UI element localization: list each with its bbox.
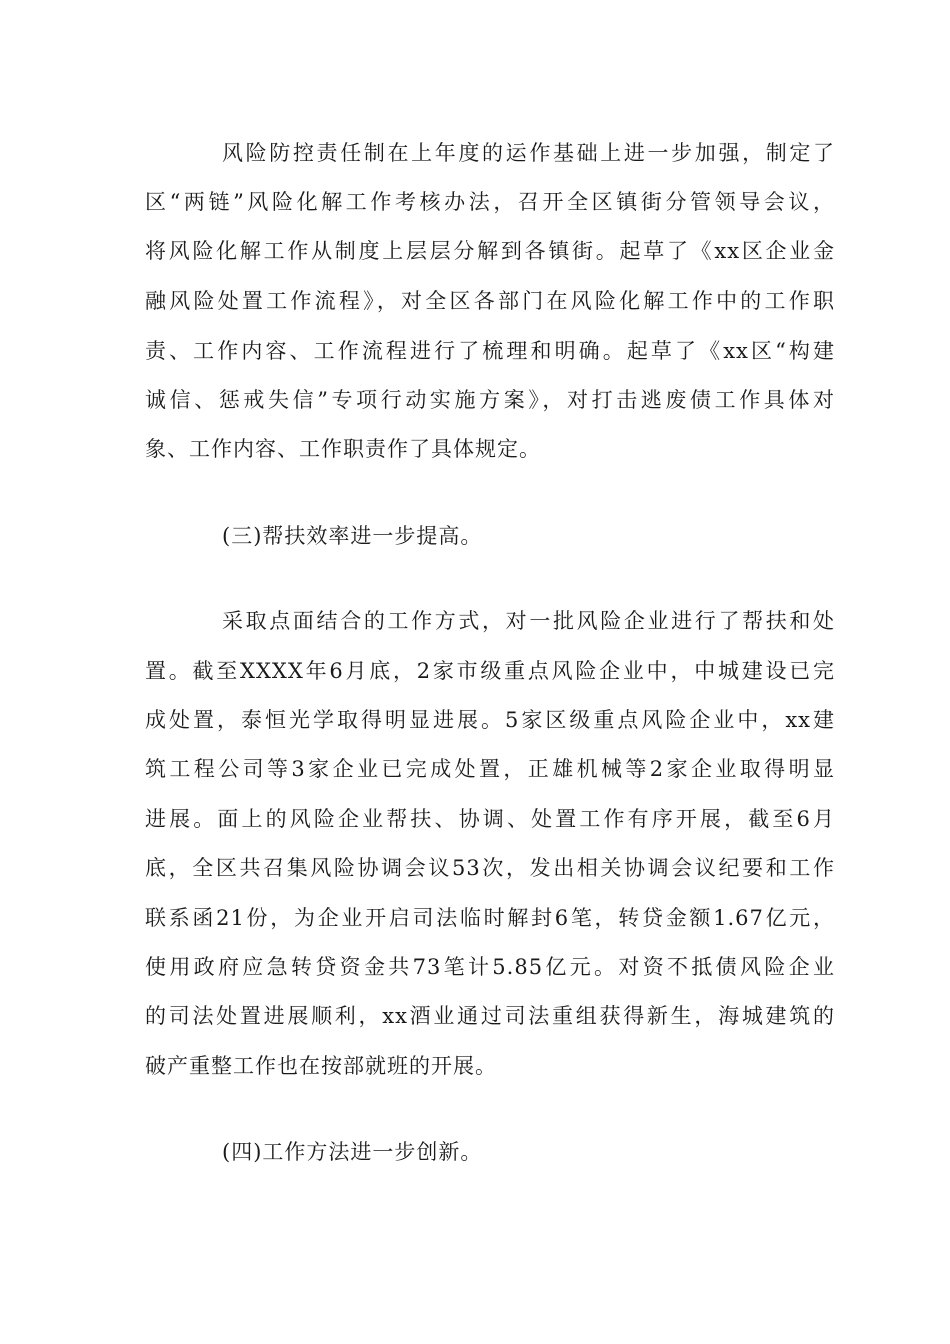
paragraph-2-line-1: 采取点面结合的工作方式，对一批风险企业进行了帮扶和处: [222, 609, 835, 633]
paragraph-1-line-1: 风险防控责任制在上年度的运作基础上进一步加强，制定了: [222, 141, 835, 165]
paragraph-2-line-7: 联系函21份，为企业开启司法临时解封6笔，转贷金额1.67亿元，: [145, 906, 835, 930]
paragraph-2-line-8: 使用政府应急转贷资金共73笔计5.85亿元。对资不抵债风险企业: [145, 955, 835, 979]
section-heading-4: (四)工作方法进一步创新。: [222, 1140, 483, 1164]
paragraph-1-line-3: 将风险化解工作从制度上层层分解到各镇街。起草了《xx区企业金: [145, 239, 835, 263]
paragraph-1-line-7: 象、工作内容、工作职责作了具体规定。: [145, 437, 541, 461]
section-heading-3: (三)帮扶效率进一步提高。: [222, 524, 483, 548]
paragraph-1-line-6: 诚信、惩戒失信”专项行动实施方案》，对打击逃废债工作具体对: [145, 388, 835, 412]
paragraph-2-line-6: 底，全区共召集风险协调会议53次，发出相关协调会议纪要和工作: [145, 856, 835, 880]
paragraph-2-line-2: 置。截至XXXX年6月底，2家市级重点风险企业中，中城建设已完: [145, 659, 835, 683]
paragraph-2-line-10: 破产重整工作也在按部就班的开展。: [145, 1054, 497, 1078]
paragraph-1-line-2: 区“两链”风险化解工作考核办法，召开全区镇街分管领导会议，: [145, 190, 835, 214]
paragraph-2-line-9: 的司法处置进展顺利，xx酒业通过司法重组获得新生，海城建筑的: [145, 1004, 835, 1028]
paragraph-1-line-4: 融风险处置工作流程》，对全区各部门在风险化解工作中的工作职: [145, 289, 835, 313]
paragraph-1-line-5: 责、工作内容、工作流程进行了梳理和明确。起草了《xx区“构建: [145, 339, 835, 363]
paragraph-2-line-3: 成处置，泰恒光学取得明显进展。5家区级重点风险企业中，xx建: [145, 708, 835, 732]
paragraph-2-line-5: 进展。面上的风险企业帮扶、协调、处置工作有序开展，截至6月: [145, 807, 835, 831]
paragraph-2-line-4: 筑工程公司等3家企业已完成处置，正雄机械等2家企业取得明显: [145, 757, 835, 781]
